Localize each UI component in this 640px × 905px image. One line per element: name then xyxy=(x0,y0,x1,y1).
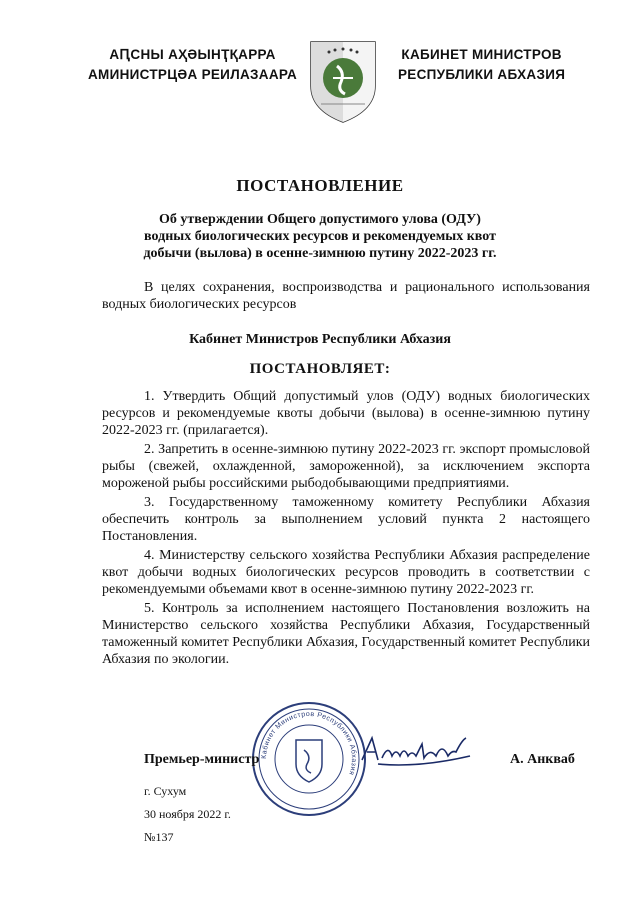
subject-line-2: водных биологических ресурсов и рекомендуемых квот xyxy=(144,229,496,244)
handwritten-signature-icon xyxy=(358,730,478,774)
resolution-item: 2. Запретить в осенне-зимнюю путину 2022-2023 гг. экспорт промысловой рыбы (свежей, охлажденной, замороженной), за исключением экспорта мороженой рыбы российскими рыбодобывающими предприятиями. xyxy=(102,442,590,491)
document-title: ПОСТАНОВЛЕНИЕ xyxy=(236,176,404,195)
resolution-item: 3. Государственному таможенному комитету Республики Абхазия обеспечить контроль за выполнением условий пункта 2 настоящего Постановления. xyxy=(102,495,590,544)
document-subject xyxy=(0,211,640,262)
resolution-item: 5. Контроль за исполнением настоящего Постановления возложить на Министерство сельского хозяйства Республики Абхазия, Государственный таможенный комитет Республики Абхазия, Государственный комитет Республики Абхазия по экологии. xyxy=(102,601,590,667)
signatory-title: Премьер-министр xyxy=(144,752,260,767)
resolution-item: 4. Министерству сельского хозяйства Республики Абхазия распределение квот добычи водных биологических ресурсов проводить в соответствии с рекомендуемыми объемами квот в осенне-зимнюю путину 2022-2023 гг. xyxy=(102,548,590,597)
subject-line-1: Об утверждении Общего допустимого улова (ОДУ) xyxy=(159,212,481,227)
signatory-name: А. Анкваб xyxy=(510,752,575,767)
preamble-text: В целях сохранения, воспроизводства и рационального использования водных биологических ресурсов xyxy=(102,280,590,312)
preamble-paragraph xyxy=(102,279,590,313)
issue-place: г. Сухум xyxy=(144,784,187,798)
header-left-line1: АԤСНЫ АҲӘЫНҬҚАРРА xyxy=(109,47,276,62)
official-seal-icon xyxy=(250,700,368,818)
header-left-line2: АМИНИСТРЦӘА РЕИЛАЗААРА xyxy=(88,67,298,82)
header-right-line1: КАБИНЕТ МИНИСТРОВ xyxy=(401,47,562,62)
seal-text: Кабинет Министров Республики Абхазия xyxy=(260,710,358,777)
resolution-item: 1. Утвердить Общий допустимый улов (ОДУ) водных биологических ресурсов и рекомендуемые квоты добычи (вылова) в осенне-зимнюю путину 2022-2023 гг. (прилагается). xyxy=(102,389,590,438)
resolution-items xyxy=(102,388,590,670)
header-right xyxy=(398,45,565,85)
coat-of-arms-icon xyxy=(307,38,379,124)
issue-date: 30 ноября 2022 г. xyxy=(144,807,231,821)
header-left xyxy=(88,45,297,85)
resolves-heading: ПОСТАНОВЛЯЕТ: xyxy=(249,361,391,377)
issuing-body: Кабинет Министров Республики Абхазия xyxy=(189,332,451,347)
header-right-line2: РЕСПУБЛИКИ АБХАЗИЯ xyxy=(398,67,566,82)
subject-line-3: добычи (вылова) в осенне-зимнюю путину 2022-2023 гг. xyxy=(143,246,497,261)
document-number: №137 xyxy=(144,830,174,844)
